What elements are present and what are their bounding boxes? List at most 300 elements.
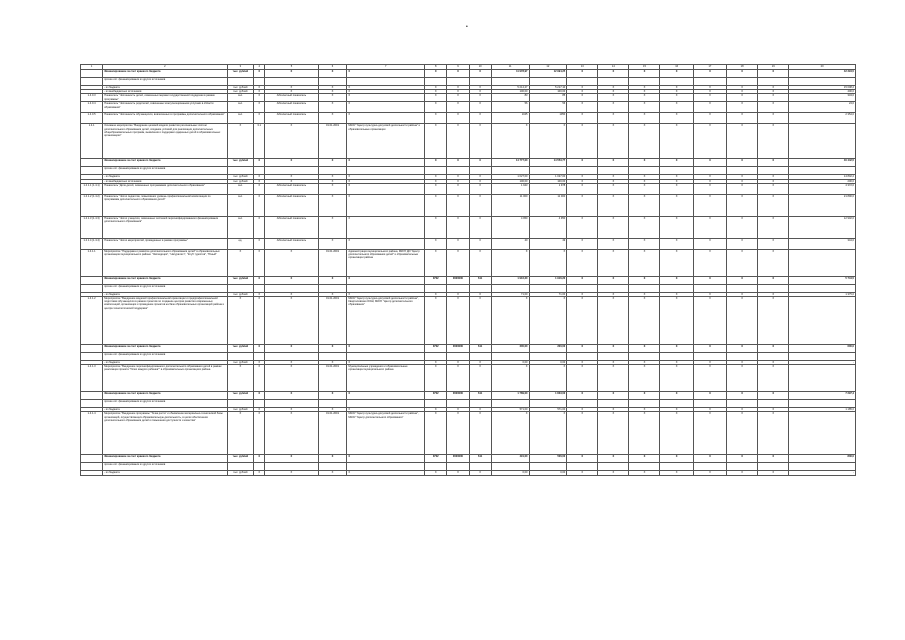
table-cell: X	[567, 175, 598, 179]
table-cell: тыс. рублей	[227, 86, 254, 90]
table-cell	[629, 284, 660, 292]
table-cell: X	[693, 124, 726, 159]
table-cell: X	[318, 183, 347, 194]
table-cell: 1.4.1.3 (1.4.3)	[81, 216, 103, 238]
table-cell: X	[660, 292, 693, 296]
table-cell: X	[347, 102, 425, 113]
table-cell	[529, 463, 567, 471]
table-cell: 491,00	[491, 455, 529, 463]
column-number-cell: 17	[693, 65, 726, 70]
table-cell: X	[727, 179, 758, 183]
table-cell: X	[347, 276, 425, 284]
table-cell: тыс. рублей	[227, 90, 254, 94]
table-cell: X	[447, 297, 469, 345]
table-cell: 11 000	[529, 194, 567, 216]
table-cell: X	[254, 412, 265, 455]
table-cell: X	[758, 90, 789, 94]
table-cell: X	[758, 124, 789, 159]
table-cell: X	[693, 412, 726, 455]
table-cell: X	[693, 292, 726, 296]
table-cell: 21 890,0	[789, 194, 856, 216]
table-cell: X	[254, 159, 265, 167]
table-cell	[425, 284, 447, 292]
table-cell: тыс. рублей	[227, 159, 254, 167]
table-cell	[789, 124, 856, 159]
table-cell: X	[318, 102, 347, 113]
table-cell	[81, 345, 103, 353]
table-cell: X	[318, 216, 347, 238]
table-cell: X	[491, 412, 529, 455]
table-cell	[318, 78, 347, 86]
table-cell: тыс. рублей	[227, 361, 254, 365]
table-cell: X	[265, 412, 318, 455]
table-cell: 1 789,00	[491, 392, 529, 400]
table-cell: 1 185,0	[789, 408, 856, 412]
table-cell: X	[227, 412, 254, 455]
column-number-cell: 8	[425, 65, 447, 70]
table-cell: X	[425, 90, 447, 94]
table-cell	[318, 284, 347, 292]
table-cell: X	[347, 408, 425, 412]
table-cell: X	[425, 175, 447, 179]
table-cell: X	[425, 292, 447, 296]
table-cell: X	[529, 249, 567, 276]
table-cell: X	[265, 471, 318, 475]
table-cell	[660, 353, 693, 361]
table-cell: X	[469, 86, 491, 90]
table-row	[81, 113, 856, 124]
table-cell	[789, 365, 856, 392]
table-cell: X	[447, 94, 469, 102]
row-description-cell: - из бюджета	[103, 361, 227, 365]
table-cell	[629, 78, 660, 86]
table-cell: 1.4.0.3	[81, 94, 103, 102]
table-cell: X	[727, 345, 758, 353]
table-cell: X	[727, 365, 758, 392]
table-cell: -	[789, 361, 856, 365]
table-cell: 4 372,0	[789, 183, 856, 194]
table-cell: X	[629, 292, 660, 296]
table-cell	[693, 167, 726, 175]
table-cell: X	[629, 471, 660, 475]
table-cell: X	[693, 345, 726, 353]
table-cell: X	[347, 194, 425, 216]
table-cell: чел.	[227, 113, 254, 124]
table-cell: X	[567, 159, 598, 167]
table-cell: X	[660, 297, 693, 345]
table-cell: X	[727, 408, 758, 412]
table-cell: X	[318, 276, 347, 284]
table-cell: X	[318, 408, 347, 412]
table-cell	[347, 167, 425, 175]
table-cell: X	[758, 408, 789, 412]
table-cell	[660, 463, 693, 471]
table-cell: 1.4.1.1	[81, 249, 103, 276]
row-description-cell: Мероприятие "Внедрение моделей профессиональной ориентации и предпрофессиональной подготовки обучающихся в рамках проектов по созданию центров развития современных компетенций, организация и проведение проектов на базе образовательных организаций района и центра технологической поддержки"	[103, 297, 227, 345]
table-cell	[491, 167, 529, 175]
table-cell: 11 000	[491, 194, 529, 216]
table-cell: тыс. рублей	[227, 408, 254, 412]
table-cell: X	[254, 113, 265, 124]
table-cell: X	[727, 102, 758, 113]
table-cell: X	[629, 455, 660, 463]
table-cell	[567, 284, 598, 292]
table-cell	[529, 78, 567, 86]
table-cell: X	[727, 238, 758, 249]
table-row	[81, 70, 856, 78]
table-cell: X	[227, 365, 254, 392]
table-cell: X	[660, 238, 693, 249]
column-number-cell: 10	[469, 65, 491, 70]
table-cell: X	[425, 249, 447, 276]
table-cell: чел.	[227, 102, 254, 113]
table-cell: X	[254, 194, 265, 216]
table-cell	[693, 284, 726, 292]
table-cell: X	[693, 102, 726, 113]
table-cell: 0702	[425, 455, 447, 463]
table-cell: X	[469, 297, 491, 345]
table-row	[81, 345, 856, 353]
table-row	[81, 167, 856, 175]
table-cell: 14 553,77	[529, 159, 567, 167]
table-cell	[425, 400, 447, 408]
table-cell	[469, 167, 491, 175]
table-cell: X	[598, 216, 629, 238]
table-cell: тыс. рублей	[227, 392, 254, 400]
column-number-cell: 13	[567, 65, 598, 70]
table-cell: X	[660, 276, 693, 284]
column-number-cell: 5	[265, 65, 318, 70]
table-cell: X	[469, 365, 491, 392]
column-number-cell: 4	[254, 65, 265, 70]
table-cell: X	[693, 90, 726, 94]
table-cell: X	[660, 408, 693, 412]
table-cell: 40 442,5	[789, 159, 856, 167]
table-cell: X	[598, 194, 629, 216]
table-cell: тыс. рублей	[227, 471, 254, 475]
table-cell: X	[469, 216, 491, 238]
table-cell: X	[598, 102, 629, 113]
table-cell: X	[758, 276, 789, 284]
table-cell: X	[758, 471, 789, 475]
table-cell: X	[598, 159, 629, 167]
table-cell	[425, 463, 447, 471]
table-cell	[567, 78, 598, 86]
table-cell: X	[265, 86, 318, 90]
page-number: •	[466, 24, 468, 30]
table-cell	[693, 353, 726, 361]
table-cell	[758, 400, 789, 408]
table-cell: X	[447, 113, 469, 124]
table-cell: X	[318, 113, 347, 124]
table-cell: X	[598, 175, 629, 179]
table-cell: Абсолютный показатель	[265, 94, 318, 102]
table-cell	[693, 78, 726, 86]
table-cell: X	[318, 292, 347, 296]
table-cell: X	[660, 102, 693, 113]
table-cell: 0702	[425, 276, 447, 284]
table-cell: 14 777,00	[491, 159, 529, 167]
table-cell: X	[447, 70, 469, 78]
table-cell: 5 214,27	[491, 86, 529, 90]
table-row	[81, 284, 856, 292]
table-cell: X	[318, 86, 347, 90]
table-cell: X	[447, 175, 469, 179]
table-cell: X	[347, 159, 425, 167]
table-cell	[567, 400, 598, 408]
table-cell	[660, 167, 693, 175]
table-cell: X	[567, 408, 598, 412]
table-cell: X	[567, 361, 598, 365]
table-cell: X	[598, 471, 629, 475]
table-cell: X	[447, 238, 469, 249]
table-cell: X	[447, 90, 469, 94]
table-cell: X	[693, 94, 726, 102]
table-cell	[265, 463, 318, 471]
table-cell: X	[598, 392, 629, 400]
table-cell: X	[529, 124, 567, 159]
table-cell: X	[598, 361, 629, 365]
table-cell: 14 802,2	[789, 175, 856, 179]
table-cell: X	[425, 471, 447, 475]
table-cell: 506,00	[529, 455, 567, 463]
table-cell: X	[447, 216, 469, 238]
table-cell: 100,00	[491, 90, 529, 94]
table-cell: X	[629, 159, 660, 167]
table-cell	[227, 353, 254, 361]
table-cell: X	[254, 86, 265, 90]
table-cell: X	[660, 86, 693, 90]
column-number-cell: 12	[529, 65, 567, 70]
table-cell: 4 950	[491, 216, 529, 238]
table-cell	[491, 463, 529, 471]
table-cell: X	[347, 216, 425, 238]
table-cell: X	[347, 361, 425, 365]
table-cell: 400,0	[789, 90, 856, 94]
row-description-cell: Мероприятие "Поддержка и развитие дополнительного образования детей" в образовательных организациях муниципального района: "Экспедиция", "Натуралист", "Клуб туристов", "Юный"	[103, 249, 227, 276]
table-cell: X	[318, 392, 347, 400]
table-cell: X	[660, 179, 693, 183]
table-cell	[727, 463, 758, 471]
row-description-cell: Показатель "Доля детей, охваченных программами дополнительного образования"	[103, 183, 227, 194]
table-cell: X	[567, 455, 598, 463]
table-cell: X	[425, 179, 447, 183]
row-description-cell: прочие ист. финансирования из других источников	[103, 78, 227, 86]
table-cell	[567, 167, 598, 175]
table-cell: X	[727, 471, 758, 475]
table-cell: X	[265, 70, 318, 78]
row-description-cell: Показатель "Число мероприятий, проведенных в рамках программы"	[103, 238, 227, 249]
table-cell: X	[447, 249, 469, 276]
table-cell: X	[447, 471, 469, 475]
table-cell: X	[598, 297, 629, 345]
table-cell: X	[425, 216, 447, 238]
table-cell: X	[567, 70, 598, 78]
table-cell: X	[469, 361, 491, 365]
table-cell: 1.4.1.4 (1.4.4)	[81, 238, 103, 249]
table-cell: 1050	[529, 113, 567, 124]
table-cell: X	[758, 179, 789, 183]
table-cell: 40	[491, 238, 529, 249]
table-cell: X	[629, 102, 660, 113]
table-cell: X	[727, 292, 758, 296]
table-cell: X	[693, 216, 726, 238]
table-cell: X	[693, 86, 726, 90]
table-cell: X	[227, 124, 254, 159]
table-cell: X	[265, 179, 318, 183]
table-cell: X	[758, 345, 789, 353]
table-cell	[758, 78, 789, 86]
table-cell: X	[598, 94, 629, 102]
table-cell	[567, 463, 598, 471]
table-row	[81, 216, 856, 238]
table-cell	[789, 412, 856, 455]
table-cell: X	[758, 297, 789, 345]
table-cell	[254, 284, 265, 292]
table-cell: X	[265, 124, 318, 159]
table-cell: X	[629, 124, 660, 159]
table-cell: тыс. рублей	[227, 345, 254, 353]
table-cell	[347, 400, 425, 408]
table-cell: X	[727, 70, 758, 78]
table-cell: X	[447, 179, 469, 183]
table-cell: Абсолютный показатель	[265, 238, 318, 249]
table-cell: X	[660, 113, 693, 124]
table-cell: X	[629, 345, 660, 353]
table-cell: X	[629, 194, 660, 216]
table-cell	[265, 78, 318, 86]
table-cell	[758, 353, 789, 361]
table-cell: Абсолютный показатель	[265, 102, 318, 113]
table-cell: X	[469, 90, 491, 94]
table-cell	[469, 400, 491, 408]
table-cell: 1.4.0.5	[81, 113, 103, 124]
table-cell: X	[727, 94, 758, 102]
table-cell: X	[529, 412, 567, 455]
row-description-cell: - из бюджета	[103, 86, 227, 90]
table-cell: X	[318, 90, 347, 94]
table-cell	[227, 167, 254, 175]
table-cell: X	[727, 90, 758, 94]
table-cell	[693, 463, 726, 471]
row-description-cell: Показатель "Численность детей, охваченных мерами государственной поддержки в рамках программы"	[103, 94, 227, 102]
table-cell: тыс. рублей	[227, 455, 254, 463]
table-cell: X	[425, 194, 447, 216]
table-cell: X	[660, 124, 693, 159]
table-cell: 100,00	[529, 179, 567, 183]
table-cell: тыс. рублей	[227, 292, 254, 296]
column-number-cell: 14	[598, 65, 629, 70]
table-cell: X	[265, 249, 318, 276]
table-cell: 5 744,5	[789, 276, 856, 284]
table-cell: X	[629, 361, 660, 365]
table-cell: X	[598, 183, 629, 194]
row-description-cell: Показатель "Число учащихся, охваченных системой персонифицированного финансирования дополнительного образования"	[103, 216, 227, 238]
table-cell: X	[265, 175, 318, 179]
table-row	[81, 78, 856, 86]
row-description-cell: - из бюджета	[103, 471, 227, 475]
table-cell: X	[758, 292, 789, 296]
table-cell: X	[567, 345, 598, 353]
table-cell: X	[425, 238, 447, 249]
table-cell: X	[660, 90, 693, 94]
table-cell	[254, 167, 265, 175]
table-cell: чел.	[227, 216, 254, 238]
table-cell	[629, 353, 660, 361]
table-cell: 15 008,2	[789, 86, 856, 90]
table-cell	[347, 78, 425, 86]
table-cell: X	[469, 183, 491, 194]
table-cell	[265, 400, 318, 408]
table-cell: 01.01.2019	[318, 297, 347, 345]
table-row	[81, 183, 856, 194]
table-cell: X	[265, 408, 318, 412]
table-cell: X	[758, 249, 789, 276]
table-cell: X	[693, 70, 726, 78]
table-cell: 4 950	[529, 216, 567, 238]
table-cell: X	[347, 70, 425, 78]
table-cell: X	[529, 365, 567, 392]
table-cell	[347, 284, 425, 292]
table-cell: X	[254, 471, 265, 475]
table-cell: X	[254, 175, 265, 179]
table-cell: 24,0	[789, 102, 856, 113]
table-cell: X	[629, 297, 660, 345]
row-description-cell: Финансирование за счет краевого бюджета	[103, 159, 227, 167]
table-cell: X	[758, 175, 789, 179]
row-description-cell: - из бюджета	[103, 408, 227, 412]
table-cell: X	[727, 249, 758, 276]
table-cell: X	[660, 361, 693, 365]
table-cell: X	[727, 183, 758, 194]
table-cell: X	[254, 249, 265, 276]
table-cell: 7 297,4	[789, 392, 856, 400]
table-cell: X	[567, 102, 598, 113]
column-number-cell: 2	[103, 65, 227, 70]
table-cell	[469, 78, 491, 86]
table-cell: X	[629, 392, 660, 400]
table-cell	[469, 353, 491, 361]
table-cell: X	[598, 179, 629, 183]
table-cell: X	[758, 365, 789, 392]
table-cell: X	[660, 471, 693, 475]
row-description-cell: - из бюджета	[103, 175, 227, 179]
table-cell: X	[425, 94, 447, 102]
table-cell: 600,0	[789, 345, 856, 353]
table-cell	[227, 284, 254, 292]
table-cell	[318, 400, 347, 408]
table-cell	[598, 284, 629, 292]
table-cell: X	[629, 183, 660, 194]
table-cell: 0000000	[447, 392, 469, 400]
table-cell: X	[347, 392, 425, 400]
table-cell: X	[318, 94, 347, 102]
table-cell: X	[567, 276, 598, 284]
table-cell: X	[469, 238, 491, 249]
table-row	[81, 471, 856, 475]
table-cell: МКОУ "Центр культурно-досуговой деятельности района", Кварталовская ООШ, МКОУ "Центр дополнительного образования"	[347, 297, 425, 345]
table-cell: 01.01.2019	[318, 124, 347, 159]
table-cell	[81, 159, 103, 167]
column-number-cell: 19	[758, 65, 789, 70]
table-cell: X	[254, 94, 265, 102]
table-cell	[491, 284, 529, 292]
table-cell: X	[567, 94, 598, 102]
table-cell	[81, 471, 103, 475]
column-number-cell: 7	[347, 65, 425, 70]
table-cell	[447, 284, 469, 292]
table-cell: 611	[469, 345, 491, 353]
